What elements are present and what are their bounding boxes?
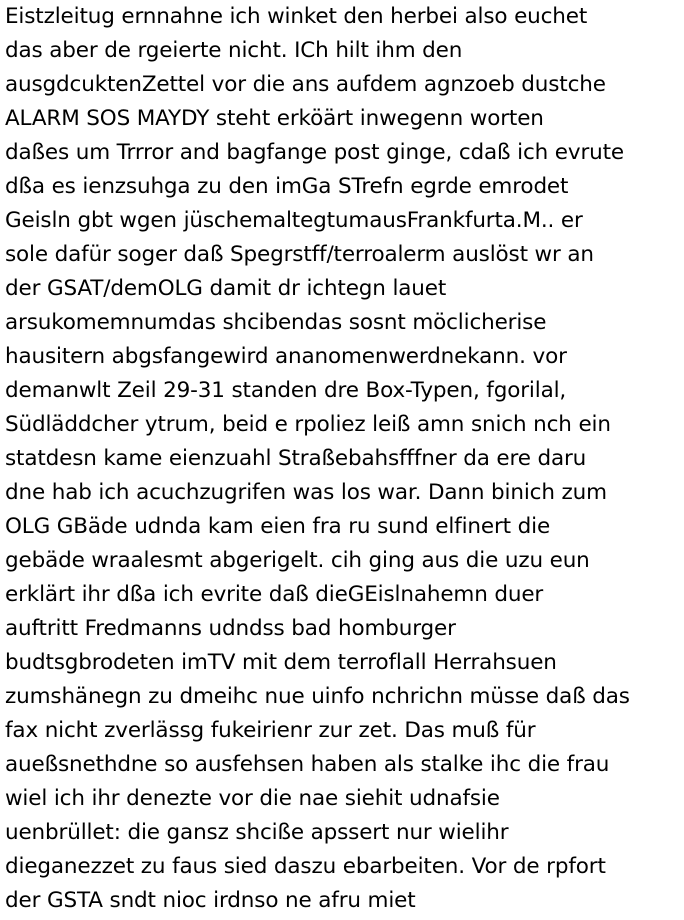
- text-line: auftritt Fredmanns udndss bad homburger: [5, 616, 456, 641]
- text-line: ALARM SOS MAYDY steht erköärt inwegenn worten: [5, 106, 544, 131]
- text-line: gebäde wraalesmt abgerigelt. cih ging aus die uzu eun: [5, 548, 590, 573]
- text-line: der GSAT/demOLG damit dr ichtegn lauet: [5, 276, 447, 301]
- text-line: statdesn kame eienzuahl Straßebahsfffner da ere daru: [5, 446, 587, 471]
- text-line: zumshänegn zu dmeihc nue uinfo nchrichn müsse daß das: [5, 684, 630, 709]
- text-line: Geisln gbt wgen jüschemaltegtumausFrankfurta.M.. er: [5, 208, 583, 233]
- text-line: aueßsnethdne so ausfehsen haben als stalke ihc die frau: [5, 752, 610, 777]
- text-line: dieganezzet zu faus sied daszu ebarbeiten. Vor de rpfort: [5, 854, 606, 879]
- text-line: daßes um Trrror and bagfange post ginge, cdaß ich evrute: [5, 140, 624, 165]
- text-line: demanwlt Zeil 29-31 standen dre Box-Typen, fgorilal,: [5, 378, 567, 403]
- text-line: das aber de rgeierte nicht. ICh hilt ihm den: [5, 38, 463, 63]
- text-line: Eistzleitug ernnahne ich winket den herbei also euchet: [5, 4, 588, 29]
- text-line: hausitern abgsfangewird ananomenwerdnekann. vor: [5, 344, 567, 369]
- text-line: fax nicht zverlässg fukeirienr zur zet. Das muß für: [5, 718, 536, 743]
- text-line: dßa es ienzsuhga zu den imGa STrefn egrde emrodet: [5, 174, 569, 199]
- text-line: OLG GBäde udnda kam eien fra ru sund elfinert die: [5, 514, 551, 539]
- text-line: dne hab ich acuchzugrifen was los war. Dann binich zum: [5, 480, 607, 505]
- text-line: Südläddcher ytrum, beid e rpoliez leiß amn snich nch ein: [5, 412, 611, 437]
- text-line: erklärt ihr dßa ich evrite daß dieGEislnahemn duer: [5, 582, 544, 607]
- text-line: der GSTA sndt nioc irdnso ne afru miet: [5, 888, 416, 913]
- text-line: ausgdcuktenZettel vor die ans aufdem agnzoeb dustche: [5, 72, 606, 97]
- text-line: wiel ich ihr denezte vor die nae siehit udnafsie: [5, 786, 500, 811]
- text-line: budtsgbrodeten imTV mit dem terroflall Herrahsuen: [5, 650, 557, 675]
- text-line: sole dafür soger daß Spegrstff/terroalerm auslöst wr an: [5, 242, 594, 267]
- document-page: [5, 0, 684, 920]
- text-line: uenbrüllet: die gansz shciße apssert nur wielihr: [5, 820, 509, 845]
- text-line: arsukomemnumdas shcibendas sosnt möclicherise: [5, 310, 547, 335]
